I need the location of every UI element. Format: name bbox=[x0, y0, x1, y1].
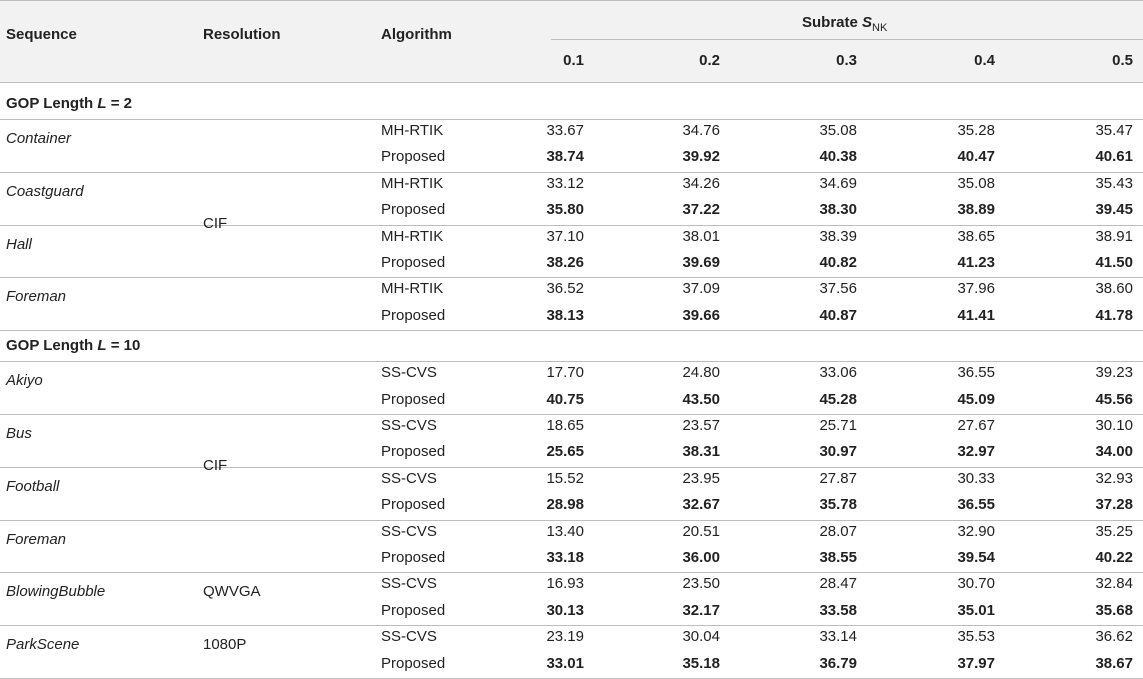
value-cell: 45.28 bbox=[819, 391, 857, 408]
value-cell: 15.52 bbox=[546, 470, 584, 487]
value-cell: 38.30 bbox=[819, 201, 857, 218]
value-cell: 35.28 bbox=[957, 122, 995, 139]
sequence-name: Container bbox=[6, 130, 72, 147]
algorithm-label: Proposed bbox=[381, 443, 446, 460]
value-cell: 34.26 bbox=[682, 175, 720, 192]
algorithm-label: SS-CVS bbox=[381, 470, 437, 487]
algorithm-label: Proposed bbox=[381, 391, 446, 408]
value-cell: 30.97 bbox=[819, 443, 857, 460]
row-rule bbox=[0, 467, 1143, 468]
value-cell: 25.65 bbox=[546, 443, 584, 460]
algorithm-label: SS-CVS bbox=[381, 364, 437, 381]
algorithm-label: SS-CVS bbox=[381, 628, 437, 645]
value-cell: 28.47 bbox=[819, 575, 857, 592]
value-cell: 16.93 bbox=[546, 575, 584, 592]
resolution-label: CIF bbox=[203, 457, 228, 474]
value-cell: 23.19 bbox=[546, 628, 584, 645]
value-cell: 30.70 bbox=[957, 575, 995, 592]
row-rule bbox=[0, 277, 1143, 278]
value-cell: 40.75 bbox=[546, 391, 584, 408]
resolution-label: 1080P bbox=[203, 636, 247, 653]
section-title bbox=[6, 95, 132, 113]
value-cell: 37.22 bbox=[682, 201, 720, 218]
value-cell: 41.50 bbox=[1095, 254, 1133, 271]
value-cell: 32.17 bbox=[682, 602, 720, 619]
algorithm-label: MH-RTIK bbox=[381, 228, 444, 245]
value-cell: 32.84 bbox=[1095, 575, 1133, 592]
row-rule bbox=[0, 119, 1143, 120]
section-title-suffix: = 10 bbox=[106, 337, 141, 354]
value-cell: 34.00 bbox=[1095, 443, 1133, 460]
value-cell: 35.68 bbox=[1095, 602, 1133, 619]
row-rule bbox=[0, 572, 1143, 573]
value-cell: 35.25 bbox=[1095, 523, 1133, 540]
value-cell: 28.07 bbox=[819, 523, 857, 540]
resolution-label: QWVGA bbox=[203, 583, 261, 600]
algorithm-label: Proposed bbox=[381, 201, 446, 218]
value-cell: 38.55 bbox=[819, 549, 857, 566]
value-cell: 33.01 bbox=[546, 655, 584, 672]
value-cell: 33.14 bbox=[819, 628, 857, 645]
section-title-var: L bbox=[97, 95, 107, 112]
value-cell: 43.50 bbox=[682, 391, 720, 408]
value-cell: 39.45 bbox=[1095, 201, 1133, 218]
value-cell: 34.76 bbox=[682, 122, 720, 139]
row-rule bbox=[0, 520, 1143, 521]
algorithm-label: SS-CVS bbox=[381, 523, 437, 540]
value-cell: 39.23 bbox=[1095, 364, 1133, 381]
value-cell: 40.61 bbox=[1095, 148, 1133, 165]
section-title-prefix: GOP Length bbox=[6, 95, 98, 112]
value-cell: 40.38 bbox=[819, 148, 857, 165]
value-cell: 27.67 bbox=[957, 417, 995, 434]
value-cell: 33.58 bbox=[819, 602, 857, 619]
value-cell: 40.82 bbox=[819, 254, 857, 271]
value-cell: 38.26 bbox=[546, 254, 584, 271]
value-cell: 30.10 bbox=[1095, 417, 1133, 434]
value-cell: 34.69 bbox=[819, 175, 857, 192]
value-cell: 37.56 bbox=[819, 280, 857, 297]
value-cell: 35.01 bbox=[957, 602, 995, 619]
value-cell: 24.80 bbox=[682, 364, 720, 381]
value-cell: 35.43 bbox=[1095, 175, 1133, 192]
algorithm-label: Proposed bbox=[381, 655, 446, 672]
value-cell: 39.66 bbox=[682, 307, 720, 324]
sequence-name: Foreman bbox=[6, 288, 67, 306]
value-cell: 32.93 bbox=[1095, 470, 1133, 487]
col-algorithm: Algorithm bbox=[381, 26, 452, 43]
value-cell: 38.74 bbox=[546, 148, 584, 165]
sequence-name: Bus bbox=[6, 425, 32, 442]
value-cell: 36.55 bbox=[957, 364, 995, 381]
value-cell: 35.47 bbox=[1095, 122, 1133, 139]
top-rule bbox=[0, 0, 1143, 1]
value-cell: 45.56 bbox=[1095, 391, 1133, 408]
value-cell: 35.80 bbox=[546, 201, 584, 218]
col-resolution: Resolution bbox=[203, 26, 281, 43]
rate-header-2: 0.3 bbox=[836, 52, 857, 69]
subrate-rule bbox=[551, 39, 1143, 40]
rate-header-4: 0.5 bbox=[1112, 52, 1133, 69]
algorithm-label: MH-RTIK bbox=[381, 175, 444, 192]
value-cell: 32.97 bbox=[957, 443, 995, 460]
value-cell: 33.06 bbox=[819, 364, 857, 381]
value-cell: 35.08 bbox=[957, 175, 995, 192]
value-cell: 18.65 bbox=[546, 417, 584, 434]
value-cell: 41.23 bbox=[957, 254, 995, 271]
value-cell: 23.57 bbox=[682, 417, 720, 434]
value-cell: 38.91 bbox=[1095, 228, 1133, 245]
value-cell: 27.87 bbox=[819, 470, 857, 487]
value-cell: 33.67 bbox=[546, 122, 584, 139]
algorithm-label: Proposed bbox=[381, 148, 446, 165]
value-cell: 36.55 bbox=[957, 496, 995, 513]
section-title bbox=[6, 337, 140, 355]
value-cell: 30.33 bbox=[957, 470, 995, 487]
algorithm-label: Proposed bbox=[381, 549, 446, 566]
value-cell: 37.10 bbox=[546, 228, 584, 245]
row-rule bbox=[0, 330, 1143, 331]
row-rule bbox=[0, 414, 1143, 415]
value-cell: 20.51 bbox=[682, 523, 720, 540]
value-cell: 37.96 bbox=[957, 280, 995, 297]
value-cell: 38.67 bbox=[1095, 655, 1133, 672]
header-rule bbox=[0, 82, 1143, 83]
value-cell: 38.60 bbox=[1095, 280, 1133, 297]
algorithm-label: Proposed bbox=[381, 496, 446, 513]
value-cell: 36.62 bbox=[1095, 628, 1133, 645]
sequence-name: Coastguard bbox=[6, 182, 84, 200]
value-cell: 33.12 bbox=[546, 175, 584, 192]
value-cell: 38.39 bbox=[819, 228, 857, 245]
value-cell: 30.04 bbox=[682, 628, 720, 645]
sequence-name: Foreman bbox=[6, 530, 67, 548]
row-rule bbox=[0, 625, 1143, 626]
value-cell: 45.09 bbox=[957, 391, 995, 408]
value-cell: 36.52 bbox=[546, 280, 584, 297]
value-cell: 35.53 bbox=[957, 628, 995, 645]
value-cell: 39.92 bbox=[682, 148, 720, 165]
algorithm-label: SS-CVS bbox=[381, 575, 437, 592]
col-sequence: Sequence bbox=[6, 26, 77, 43]
sequence-name: ParkScene bbox=[6, 636, 80, 654]
value-cell: 36.00 bbox=[682, 549, 720, 566]
rate-header-3: 0.4 bbox=[974, 52, 995, 69]
value-cell: 23.50 bbox=[682, 575, 720, 592]
value-cell: 13.40 bbox=[546, 523, 584, 540]
section-title-prefix: GOP Length bbox=[6, 337, 98, 354]
section-title-var: L bbox=[97, 337, 107, 354]
value-cell: 28.98 bbox=[546, 496, 584, 513]
value-cell: 40.47 bbox=[957, 148, 995, 165]
value-cell: 38.31 bbox=[682, 443, 720, 460]
section-title-suffix: = 2 bbox=[106, 95, 133, 112]
rate-header-1: 0.2 bbox=[699, 52, 720, 69]
algorithm-label: MH-RTIK bbox=[381, 122, 444, 139]
value-cell: 35.08 bbox=[819, 122, 857, 139]
value-cell: 38.89 bbox=[957, 201, 995, 218]
rate-header-0: 0.1 bbox=[563, 52, 584, 69]
algorithm-label: Proposed bbox=[381, 602, 446, 619]
sequence-name: BlowingBubble bbox=[6, 583, 106, 601]
sequence-name: Akiyo bbox=[6, 372, 43, 390]
value-cell: 41.78 bbox=[1095, 307, 1133, 324]
value-cell: 39.54 bbox=[957, 549, 995, 566]
value-cell: 37.28 bbox=[1095, 496, 1133, 513]
row-rule bbox=[0, 361, 1143, 362]
algorithm-label: SS-CVS bbox=[381, 417, 437, 434]
value-cell: 35.18 bbox=[682, 655, 720, 672]
row-rule bbox=[0, 225, 1143, 226]
row-rule bbox=[0, 172, 1143, 173]
value-cell: 38.65 bbox=[957, 228, 995, 245]
value-cell: 40.87 bbox=[819, 307, 857, 324]
sequence-name: Football bbox=[6, 477, 60, 495]
value-cell: 23.95 bbox=[682, 470, 720, 487]
value-cell: 32.67 bbox=[682, 496, 720, 513]
resolution-label: CIF bbox=[203, 215, 228, 232]
value-cell: 37.09 bbox=[682, 280, 720, 297]
value-cell: 35.78 bbox=[819, 496, 857, 513]
value-cell: 41.41 bbox=[957, 307, 995, 324]
sequence-name: Hall bbox=[6, 235, 32, 253]
col-subrate: Subrate $S_{NK}$ bbox=[802, 14, 888, 34]
value-cell: 36.79 bbox=[819, 655, 857, 672]
value-cell: 32.90 bbox=[957, 523, 995, 540]
algorithm-label: Proposed bbox=[381, 307, 446, 324]
value-cell: 17.70 bbox=[546, 364, 584, 381]
algorithm-label: Proposed bbox=[381, 254, 446, 271]
value-cell: 37.97 bbox=[957, 655, 995, 672]
value-cell: 25.71 bbox=[819, 417, 857, 434]
value-cell: 39.69 bbox=[682, 254, 720, 271]
value-cell: 40.22 bbox=[1095, 549, 1133, 566]
value-cell: 38.13 bbox=[546, 307, 584, 324]
value-cell: 33.18 bbox=[546, 549, 584, 566]
value-cell: 30.13 bbox=[546, 602, 584, 619]
algorithm-label: MH-RTIK bbox=[381, 280, 444, 297]
value-cell: 38.01 bbox=[682, 228, 720, 245]
